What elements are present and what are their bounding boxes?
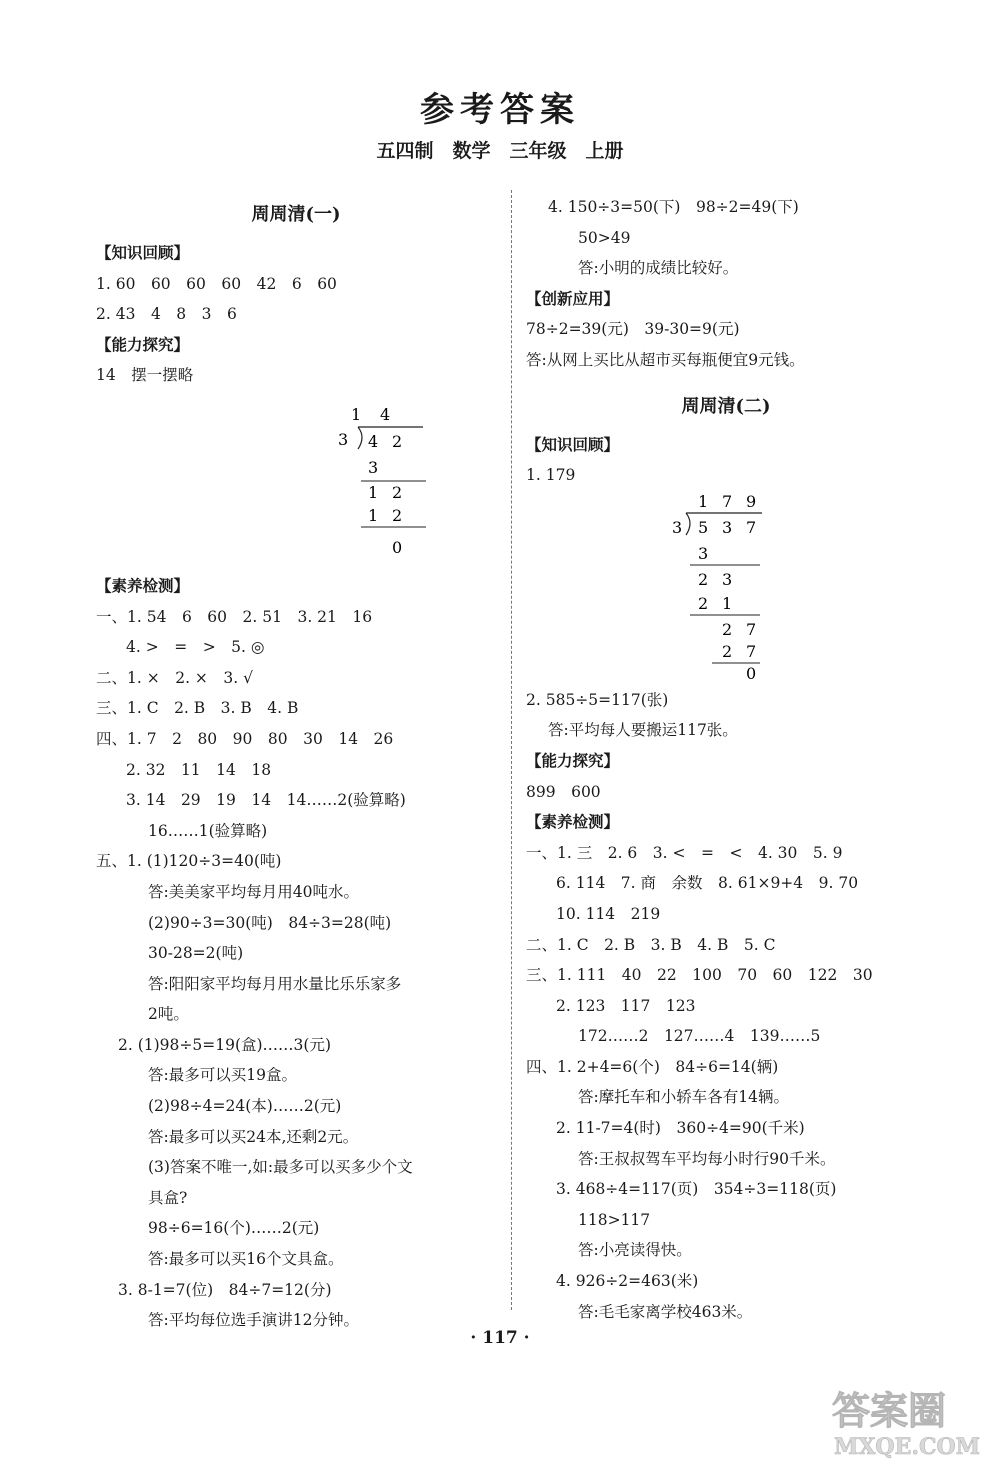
- answer-line: 78÷2=39(元) 39-30=9(元): [526, 320, 740, 339]
- answer-line: 1. 179: [526, 466, 576, 485]
- answer-line: 98÷6=16(个)……2(元): [148, 1219, 320, 1238]
- answer-line: 2吨。: [148, 1005, 189, 1024]
- step-digit: 7: [746, 619, 757, 639]
- answer-line: 五、1. (1)120÷3=40(吨): [96, 852, 282, 871]
- step-digit: 2: [392, 482, 403, 502]
- answer-line: 3. 14 29 19 14 14……2(验算略): [126, 791, 406, 810]
- answer-line: 四、1. 7 2 80 90 80 30 14 26: [96, 729, 394, 748]
- step-digit: 0: [392, 537, 403, 557]
- step-digit: 2: [722, 641, 733, 661]
- long-division-figure: [96, 391, 496, 533]
- answer-line: 答:从网上买比从超市买每瓶便宜9元钱。: [526, 350, 805, 369]
- answer-line: 答:王叔叔驾车平均每小时行90千米。: [578, 1149, 836, 1168]
- answer-line: 2. 123 117 123: [556, 996, 696, 1015]
- divisor-digit: 3: [338, 429, 349, 449]
- long-division-537-by-3: [526, 491, 926, 685]
- answer-line: 2. 585÷5=117(张): [526, 690, 669, 709]
- answer-line: 答:摩托车和小轿车各有14辆。: [578, 1088, 789, 1107]
- long-division-figure: [526, 491, 926, 681]
- svg-text:MXQE.COM: MXQE.COM: [834, 1434, 981, 1460]
- quotient-digit: 1: [351, 404, 362, 424]
- step-digit: 1: [368, 482, 379, 502]
- section-title-week-1: 周周清(一): [251, 204, 341, 225]
- section-title-week-2: 周周清(二): [681, 395, 771, 417]
- answer-line: 答:平均每位选手演讲12分钟。: [148, 1311, 359, 1330]
- answer-line: 答:美美家平均每月用40吨水。: [148, 882, 359, 901]
- left-answer-lines-part1: [96, 238, 496, 391]
- section-heading: 【素养检测】: [96, 575, 190, 595]
- dividend-digit: 5: [698, 517, 709, 537]
- page-number: · 117 ·: [470, 1328, 530, 1348]
- quotient-digit: 4: [380, 404, 391, 424]
- step-digit: 1: [368, 505, 379, 525]
- section-heading: 【能力探究】: [96, 334, 190, 354]
- column-divider: [511, 190, 512, 1310]
- answer-line: 答:最多可以买16个文具盒。: [148, 1250, 344, 1269]
- divisor-digit: 3: [672, 517, 683, 537]
- answer-line: 三、1. C 2. B 3. B 4. B: [96, 699, 299, 718]
- answer-line: 答:平均每人要搬运117张。: [548, 721, 738, 740]
- watermark-logo: [824, 1380, 994, 1460]
- answer-line: 3. 8-1=7(位) 84÷7=12(分): [118, 1280, 332, 1299]
- step-digit: 2: [698, 569, 709, 589]
- answer-line: 答:毛毛家离学校463米。: [578, 1302, 753, 1321]
- step-digit: 7: [746, 641, 757, 661]
- step-digit: 2: [392, 505, 403, 525]
- answer-line: 答:阳阳家平均每月用水量比乐乐家多: [148, 974, 402, 993]
- left-answer-lines-part2: [96, 571, 496, 1336]
- quotient-digit: 9: [746, 491, 757, 511]
- answer-line: 答:最多可以买19盒。: [148, 1066, 297, 1085]
- answer-line: (3)答案不唯一,如:最多可以买多少个文: [148, 1158, 413, 1177]
- answer-line: 1. 60 60 60 60 42 6 60: [96, 274, 337, 293]
- answer-line: 二、1. C 2. B 3. B 4. B 5. C: [526, 935, 776, 954]
- answer-line: 118>117: [578, 1210, 651, 1229]
- answer-line: 4. 150÷3=50(下) 98÷2=49(下): [548, 198, 799, 216]
- answer-line: 6. 114 7. 商 余数 8. 61×9+4 9. 70: [556, 874, 859, 893]
- right-answer-lines-bottom: [526, 685, 926, 1327]
- page-subtitle: 五四制 数学 三年级 上册: [376, 140, 624, 162]
- right-column: [526, 192, 926, 1327]
- answer-line: 14 摆一摆略: [96, 366, 194, 385]
- dividend-digit: 2: [392, 431, 403, 451]
- answer-line: 10. 114 219: [556, 904, 661, 923]
- step-digit: 3: [368, 457, 379, 477]
- step-digit: 3: [722, 569, 733, 589]
- step-digit: 0: [746, 663, 757, 681]
- answer-line: 答:最多可以买24本,还剩2元。: [148, 1127, 359, 1146]
- dividend-digit: 7: [746, 517, 757, 537]
- answer-line: 答:小亮读得快。: [578, 1241, 692, 1260]
- answer-line: 四、1. 2+4=6(个) 84÷6=14(辆): [526, 1057, 779, 1076]
- answer-line: 具盒?: [148, 1188, 188, 1207]
- answer-line: 2. 32 11 14 18: [126, 760, 272, 779]
- quotient-digit: 1: [698, 491, 709, 511]
- svg-text:答案圈: 答案圈: [832, 1388, 947, 1433]
- answer-line: 答:小明的成绩比较好。: [578, 259, 739, 278]
- right-answer-lines-top: [526, 192, 926, 376]
- answer-line: 一、1. 54 6 60 2. 51 3. 21 16: [96, 607, 373, 626]
- left-column: [96, 192, 496, 1336]
- section-heading: 【创新应用】: [526, 288, 620, 308]
- step-digit: 2: [698, 593, 709, 613]
- answer-line: 三、1. 111 40 22 100 70 60 122 30: [526, 966, 873, 985]
- answer-line: 899 600: [526, 782, 601, 801]
- answer-line: 16……1(验算略): [148, 821, 268, 840]
- answer-line: (2)98÷4=24(本)……2(元): [148, 1097, 342, 1116]
- answer-line: 172……2 127……4 139……5: [578, 1027, 821, 1046]
- section-heading: 【知识回顾】: [526, 434, 620, 454]
- quotient-digit: 7: [722, 491, 733, 511]
- dividend-digit: 4: [368, 431, 379, 451]
- step-digit: 1: [722, 593, 733, 613]
- long-division-42-by-3: [96, 391, 496, 563]
- section-heading: 【素养检测】: [526, 812, 620, 832]
- step-digit: 2: [722, 619, 733, 639]
- step-digit: 3: [698, 543, 709, 563]
- answer-line: 4. 926÷2=463(米): [556, 1272, 699, 1291]
- answer-line: 50>49: [578, 228, 631, 247]
- answer-line: 3. 468÷4=117(页) 354÷3=118(页): [556, 1180, 837, 1199]
- answer-line: 2. (1)98÷5=19(盒)……3(元): [118, 1035, 332, 1054]
- long-division-remainder: [96, 537, 496, 559]
- answer-line: (2)90÷3=30(吨) 84÷3=28(吨): [148, 913, 392, 932]
- section-heading: 【能力探究】: [526, 750, 620, 770]
- answer-line: 30-28=2(吨): [148, 944, 244, 963]
- answer-line: 二、1. × 2. × 3. √: [96, 668, 253, 687]
- right-answer-lines-mid: [526, 430, 926, 491]
- section-heading: 【知识回顾】: [96, 243, 190, 262]
- page-title: 参考答案: [420, 90, 580, 130]
- dividend-digit: 3: [722, 517, 733, 537]
- answer-line: 2. 11-7=4(时) 360÷4=90(千米): [556, 1119, 805, 1138]
- answer-line: 一、1. 三 2. 6 3. < = < 4. 30 5. 9: [526, 843, 843, 862]
- answer-line: 4. > = > 5. ◎: [126, 638, 265, 657]
- answer-line: 2. 43 4 8 3 6: [96, 305, 237, 324]
